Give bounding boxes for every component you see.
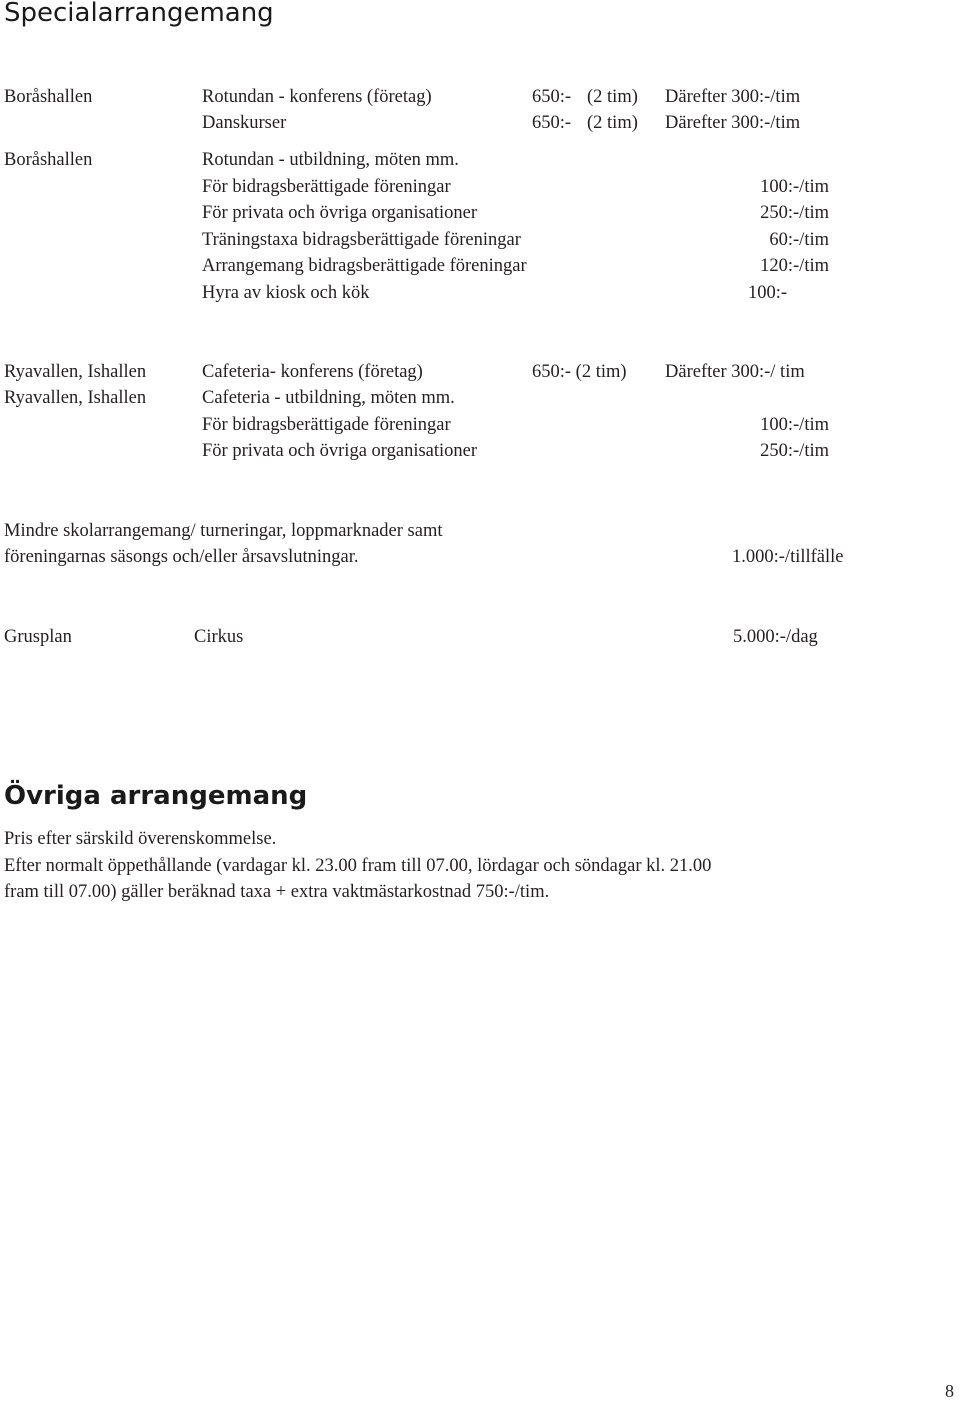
item-label: Rotundan - konferens (företag) [202, 87, 432, 107]
venue-label: Boråshallen [4, 150, 93, 170]
item-label: Cafeteria- konferens (företag) [202, 362, 423, 382]
price-value: 120:-/tim [760, 256, 829, 276]
item-label: Träningstaxa bidragsberättigade föreningar [202, 230, 521, 250]
price-value: 250:-/tim [760, 441, 829, 461]
item-label: Cirkus [194, 627, 244, 647]
paragraph-line: fram till 07.00) gäller beräknad taxa + extra vaktmästarkostnad 750:-/tim. [4, 882, 550, 902]
item-label: Danskurser [202, 113, 287, 133]
paragraph-line: Pris efter särskild överenskommelse. [4, 829, 277, 849]
after-rate: Därefter 300:-/tim [665, 113, 801, 133]
item-label: För privata och övriga organisationer [202, 441, 478, 461]
price-value: 60:-/tim [769, 230, 829, 250]
description-line: Mindre skolarrangemang/ turneringar, loppmarknader samt [4, 521, 443, 541]
venue-label: Ryavallen, Ishallen [4, 388, 147, 408]
item-label: Arrangemang bidragsberättigade föreningar [202, 256, 527, 276]
after-rate: Därefter 300:-/ tim [665, 362, 805, 382]
price-value: 5.000:-/dag [733, 627, 818, 647]
section-heading: Rotundan - utbildning, möten mm. [202, 150, 459, 170]
price-value: 1.000:-/tillfälle [732, 547, 844, 567]
page-title: Specialarrangemang [4, 0, 274, 28]
section-title: Övriga arrangemang [4, 781, 308, 811]
price-value: 650:- [532, 87, 572, 107]
venue-label: Grusplan [4, 627, 72, 647]
description-line: föreningarnas säsongs och/eller årsavslutningar. [4, 547, 359, 567]
duration-value: (2 tim) [587, 113, 638, 133]
section-heading: Cafeteria - utbildning, möten mm. [202, 388, 455, 408]
duration-value: (2 tim) [587, 87, 638, 107]
price-value: 100:-/tim [760, 415, 829, 435]
item-label: För bidragsberättigade föreningar [202, 415, 451, 435]
item-label: För privata och övriga organisationer [202, 203, 478, 223]
price-value: 100:- [748, 283, 788, 303]
page-number: 8 [945, 1381, 954, 1401]
after-rate: Därefter 300:-/tim [665, 87, 801, 107]
item-label: Hyra av kiosk och kök [202, 283, 370, 303]
price-value: 250:-/tim [760, 203, 829, 223]
venue-label: Boråshallen [4, 87, 93, 107]
price-value: 650:- (2 tim) [532, 362, 627, 382]
paragraph-line: Efter normalt öppethållande (vardagar kl. 23.00 fram till 07.00, lördagar och söndagar kl. 21.00 [4, 856, 712, 876]
price-value: 100:-/tim [760, 177, 829, 197]
item-label: För bidragsberättigade föreningar [202, 177, 451, 197]
venue-label: Ryavallen, Ishallen [4, 362, 147, 382]
price-value: 650:- [532, 113, 572, 133]
